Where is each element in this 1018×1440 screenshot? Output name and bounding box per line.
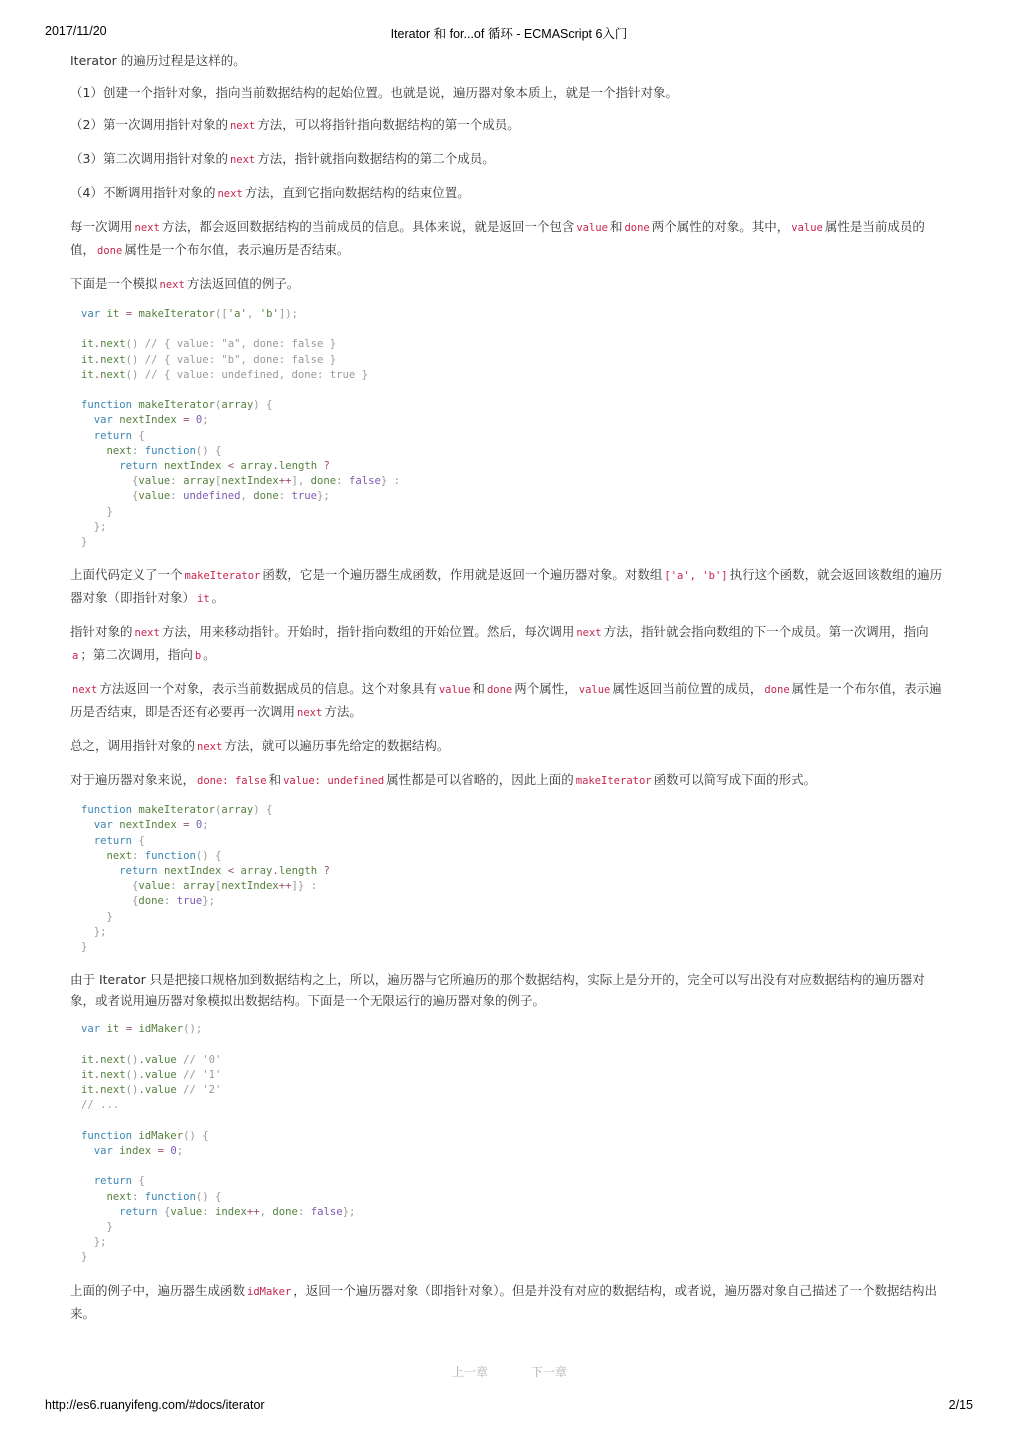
step-1: （1）创建一个指针对象，指向当前数据结构的起始位置。也就是说，遍历器对象本质上，就是一个指针对象。 <box>70 85 678 100</box>
text: 函数可以简写成下面的形式。 <box>653 772 817 788</box>
text: ，返回一个遍历器对象（即指针对象）。但是并没有对应的数据结构，或者说，遍历器对象自己描述了一个数据结构出来。 <box>70 1282 938 1321</box>
text: 属性返回当前位置的成员， <box>612 681 763 697</box>
inline-code: next <box>229 154 256 166</box>
text: 方法，可以将指针指向数据结构的第一个成员。 <box>257 117 520 132</box>
inline-code: next <box>297 707 323 720</box>
step-4 <box>70 182 945 205</box>
inline-code: done <box>764 684 790 697</box>
code-block: var it = makeIterator(['a', 'b']); it.next() // { value: "a", done: false } it.next() // { value: "b", done: false } it.next() // { value: undefined, done: true } function makeIterator(array) { var nextIndex = 0; return { next: function() { return nextIndex < array.length ? {value: array[nextIndex++], done: false} : {value: undefined, done: true}; } }; } <box>81 308 400 549</box>
text: ；第二次调用，指向 <box>80 647 193 663</box>
text: 上面代码定义了一个 <box>70 567 183 583</box>
text: 属性是一个布尔值，表示遍历是否结束。 <box>124 242 350 257</box>
code-block: var it = idMaker(); it.next().value // '0' it.next().value // '1' it.next().value // '2' // ... function idMaker() { var index = 0; return { next: function() { return {value: index++, done: false}; } }; } <box>81 1023 356 1264</box>
inline-code: makeIterator <box>184 570 261 583</box>
inline-code: next <box>576 627 602 640</box>
inline-code: done: false <box>197 775 267 788</box>
inline-code: next <box>134 222 160 234</box>
text: 总之，调用指针对象的 <box>70 738 196 754</box>
text: 方法，就可以遍历事先给定的数据结构。 <box>224 738 450 754</box>
code-block: function makeIterator(array) { var nextIndex = 0; return { next: function() { return nextIndex < array.length ? {value: array[nextIndex++]} : {done: true}; } }; } <box>81 804 330 954</box>
text: 。 <box>203 647 216 663</box>
paragraph: 由于 Iterator 只是把接口规格加到数据结构之上，所以，遍历器与它所遍历的那个数据结构，实际上是分开的，完全可以写出没有对应数据结构的遍历器对象，或者说用遍历器对象模拟出数据结构。下面是一个无限运行的遍历器对象的例子。 <box>70 972 925 1009</box>
text: 属性都是可以省略的，因此上面的 <box>386 772 574 788</box>
paragraph: Iterator 的遍历过程是这样的。 <box>70 53 246 68</box>
text: （4）不断调用指针对象的 <box>70 185 216 200</box>
chapter-pager <box>0 1363 1018 1379</box>
text: 属性是一个布尔值，表示遍历是否结束，即是否还有必要再一次调用 <box>70 681 942 720</box>
text: 两个属性， <box>514 681 577 697</box>
text: 和 <box>268 772 282 788</box>
inline-code: value <box>578 684 611 697</box>
text: （3）第二次调用指针对象的 <box>70 151 228 166</box>
text: 指针对象的 <box>70 624 133 640</box>
page-url: http://es6.ruanyifeng.com/#docs/iterator <box>45 1398 265 1412</box>
text: 方法返回一个对象，表示当前数据成员的信息。这个对象具有 <box>99 681 437 697</box>
inline-code: done <box>97 245 123 257</box>
paragraph <box>70 769 945 792</box>
text: 和 <box>609 219 623 234</box>
text: 函数，它是一个遍历器生成函数，作用就是返回一个遍历器对象。对数组 <box>262 567 663 583</box>
inline-code: next <box>134 627 160 640</box>
text: 。 <box>211 590 225 606</box>
step-3 <box>70 148 945 171</box>
paragraph <box>70 564 945 610</box>
text: （2）第一次调用指针对象的 <box>70 117 228 132</box>
text: 方法，指针就指向数据结构的第二个成员。 <box>257 151 495 166</box>
article-content <box>70 50 945 1335</box>
inline-code: ['a', 'b'] <box>664 570 728 583</box>
inline-code: value: undefined <box>283 775 385 788</box>
print-header <box>0 24 1018 42</box>
text: 方法，指针就会指向数组的下一个成员。第一次调用，指向 <box>603 624 929 640</box>
paragraph <box>70 1280 945 1324</box>
inline-code: value <box>791 222 823 234</box>
inline-code: a <box>72 650 79 663</box>
paragraph <box>70 678 945 724</box>
text: 和 <box>472 681 485 697</box>
text: 属性是当前成员的值， <box>70 219 925 257</box>
text: 上面的例子中，遍历器生成函数 <box>70 1282 246 1298</box>
text: 方法返回值的例子。 <box>186 276 300 291</box>
next-chapter-link[interactable]: 下一章 <box>531 1365 568 1379</box>
print-date: 2017/11/20 <box>45 24 107 38</box>
step-2 <box>70 114 945 137</box>
paragraph <box>70 735 945 758</box>
text: 对于遍历器对象来说， <box>70 772 196 788</box>
inline-code: value <box>576 222 608 234</box>
inline-code: b <box>194 650 202 663</box>
paragraph <box>70 621 945 667</box>
text: 方法。 <box>324 704 362 720</box>
prev-chapter-link[interactable]: 上一章 <box>452 1365 489 1379</box>
inline-code: next <box>217 188 243 200</box>
text: 执行这个函数，就会返回该数组的遍历器对象（即指针对象） <box>70 567 943 606</box>
inline-code: done <box>486 684 513 697</box>
inline-code: makeIterator <box>575 775 652 788</box>
text: 方法，都会返回数据结构的当前成员的信息。具体来说，就是返回一个包含 <box>161 219 575 234</box>
paragraph <box>70 216 945 262</box>
inline-code: done <box>624 222 650 234</box>
inline-code: next <box>197 741 223 754</box>
paragraph <box>70 273 945 296</box>
text: 方法，用来移动指针。开始时，指针指向数组的开始位置。然后，每次调用 <box>161 624 575 640</box>
text: 下面是一个模拟 <box>70 276 158 291</box>
text: 两个属性的对象。其中， <box>651 219 790 234</box>
text: 方法，直到它指向数据结构的结束位置。 <box>244 185 470 200</box>
inline-code: next <box>159 279 185 291</box>
inline-code: idMaker <box>247 1285 292 1298</box>
print-footer <box>0 1398 1018 1416</box>
inline-code: it <box>197 593 210 606</box>
document-title: Iterator 和 for...of 循环 - ECMAScript 6入门 <box>390 27 628 41</box>
inline-code: next <box>229 120 256 132</box>
inline-code: value <box>438 684 471 697</box>
text: 每一次调用 <box>70 219 133 234</box>
inline-code: next <box>72 684 98 697</box>
page-number: 2/15 <box>948 1398 973 1412</box>
